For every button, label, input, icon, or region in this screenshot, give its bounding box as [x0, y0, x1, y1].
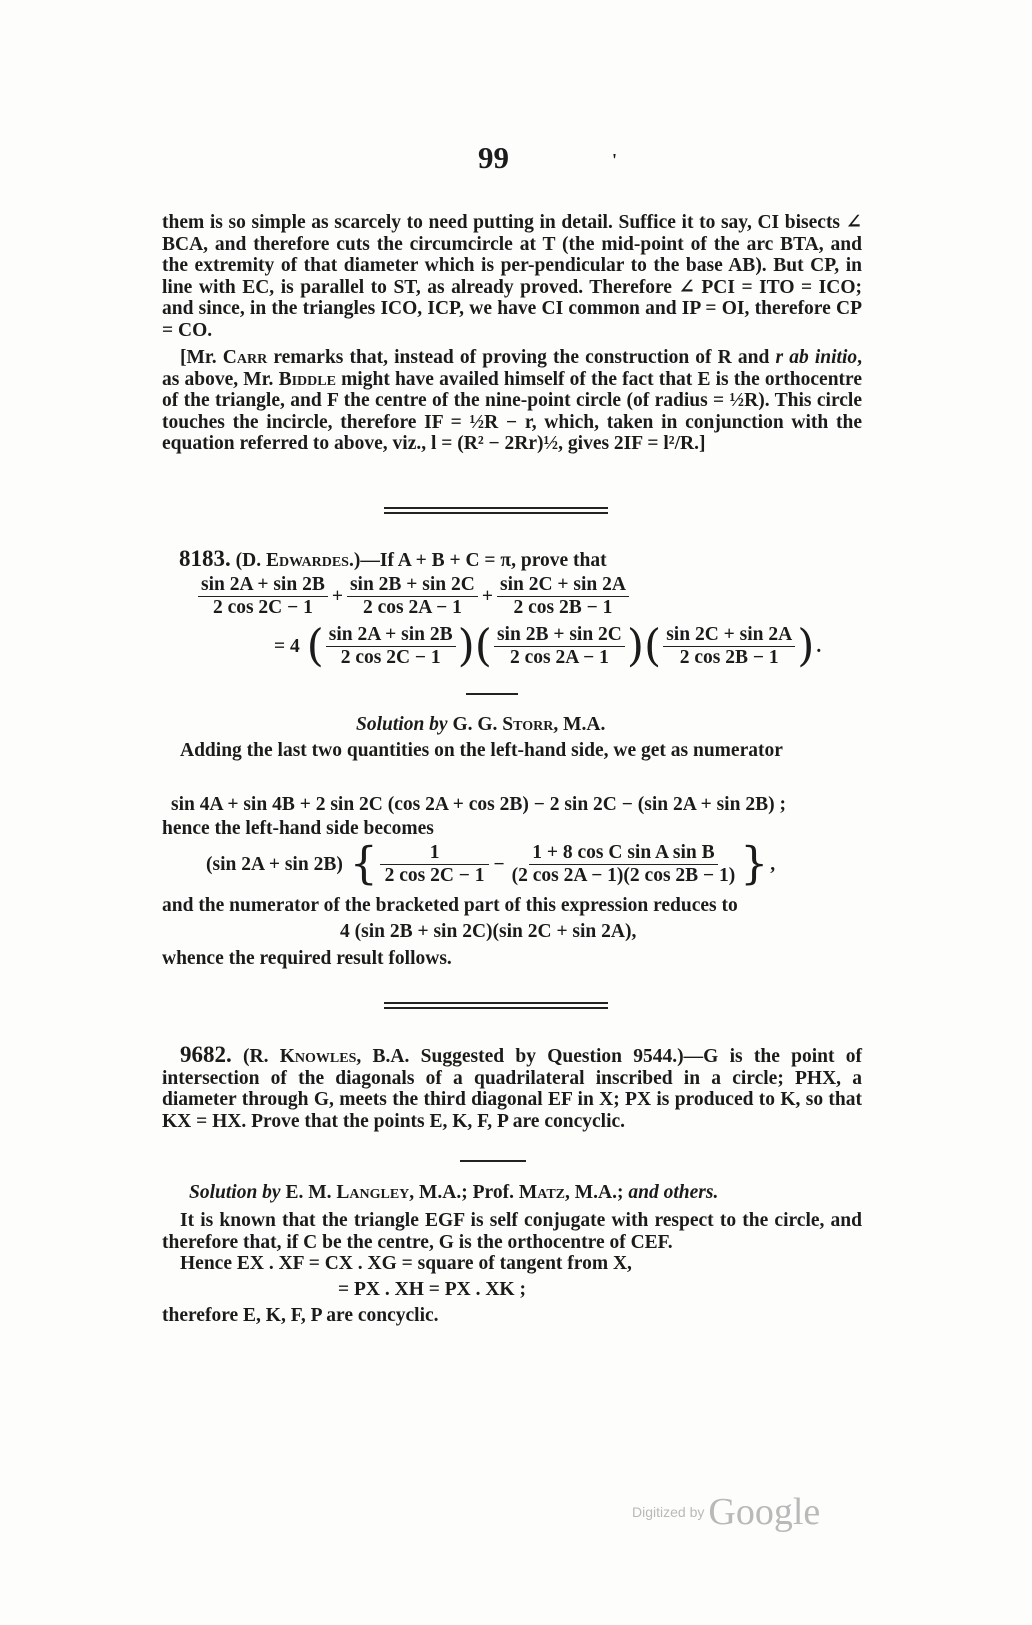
solver-matz: Matz — [518, 1182, 566, 1203]
solution-expression-2: (sin 2A + sin 2B) { $\frac{1}{2 \cos 2C - 1}$ − $\frac{\text{1 + 8 cos C sin A sin B}}{(2 \cos 2A - 1)(2 \cos 2B - 1)}$ } , — [206, 838, 776, 890]
solution-9682-line-2: = PX . XH = PX . XK ; — [338, 1279, 526, 1300]
section-divider-1 — [384, 507, 608, 509]
name-carr: Carr — [222, 347, 268, 368]
note-text-3: might have availed himself of the fact that E is the orthocentre of the triangle, and F the centre of the nine-point circle (of radius = ½R). This circle touches the incircle, therefore IF = ½R − r, which, taken in conjunction with the equation referred to above, viz., l = (R² − 2Rr)½, gives 2IF = l²/R.] — [162, 368, 862, 454]
equation-lhs: $\frac{\sin 2A + \sin 2B}{2 \cos 2C - 1}$ + $\frac{\sin 2B + \sin 2C}{2 \cos 2A - 1}$ + $\frac{\sin 2C + \sin 2A}{2 \cos 2B - 1}$ — [196, 574, 631, 619]
solution-text-3: and the numerator of the bracketed part of this expression reduces to — [162, 895, 738, 916]
bracket-fraction-2: $\frac{\text{1 + 8 cos C sin A sin B}}{(2 \cos 2A - 1)(2 \cos 2B - 1)}$ — [511, 842, 736, 886]
page-mark: ' — [612, 150, 618, 170]
continuation-block — [162, 212, 862, 455]
solution-text-1: Adding the last two quantities on the left-hand side, we get as numerator — [180, 740, 783, 761]
solution-9682-line-3: therefore E, K, F, P are concyclic. — [162, 1305, 439, 1326]
rhs-fraction-2: $\frac{\sin 2B + \sin 2C}{2 \cos 2A - 1}$ — [494, 624, 625, 669]
question-text-9682: , B.A. Suggested by Question 9544.)—G is the point of intersection of the diagonals of a quadrilateral inscribed in a circle; PHX, a diameter through G, meets the third diagonal EF in X; PX is produced to K, so that KX = HX. Prove that the points E, K, F, P are concyclic. — [162, 1046, 862, 1132]
section-divider-2 — [384, 1002, 608, 1004]
rhs-fraction-1: $\frac{\sin 2A + \sin 2B}{2 \cos 2C - 1}$ — [326, 624, 456, 669]
ab-initio: r ab initio — [775, 347, 858, 368]
author-open: (D. — [230, 550, 266, 571]
author-edwardes: Edwardes — [265, 550, 349, 571]
fraction-3: $\frac{\sin 2C + \sin 2A}{2 \cos 2B - 1}$ — [497, 574, 629, 619]
fraction-1: $\frac{\sin 2A + \sin 2B}{2 \cos 2C - 1}$ — [198, 574, 328, 619]
solution-byline-8183: Solution by G. G. Storr, M.A. — [356, 714, 606, 735]
question-number-8183: 8183. — [179, 546, 231, 571]
solution-expression-3: 4 (sin 2B + sin 2C)(sin 2C + sin 2A), — [340, 921, 637, 942]
question-9682: 9682. (R. Knowles, B.A. Suggested by Question 9544.)—G is the point of intersection of the diagonals of a quadrilateral inscribed in a circle; PHX, a diameter through G, meets the third diagonal EF in X; PX is produced to K, so that KX = HX. Prove that the points E, K, F, P are concyclic. — [162, 1042, 862, 1132]
short-rule-1 — [466, 693, 518, 695]
question-statement: .)—If A + B + C = π, prove that — [348, 550, 607, 571]
solution-9682-line-1: Hence EX . XF = CX . XG = square of tangent from X, — [180, 1253, 632, 1274]
google-logo: Google — [708, 1491, 821, 1533]
solution-text-2: hence the left-hand side becomes — [162, 818, 434, 839]
author-knowles: Knowles — [279, 1046, 357, 1067]
note-text-2: , as above, Mr. — [162, 347, 863, 390]
solver-langley: Langley — [336, 1182, 410, 1203]
fraction-2: $\frac{\sin 2B + \sin 2C}{2 \cos 2A - 1}$ — [347, 574, 478, 619]
solver-storr: Storr — [502, 714, 554, 735]
paragraph-continuation: them is so simple as scarcely to need putting in detail. Suffice it to say, CI bisects ∠ BCA, and therefore cuts the circumcircle at T (the mid-point of the arc BTA, and the extremity of that diameter which is per-pendicular to the base AB). But CP, in line with EC, is parallel to ST, as already proved. Therefore ∠ PCI = ITO = ICO; and since, in the triangles ICO, ICP, we have CI common and IP = OI, therefore CP = CO. — [162, 212, 862, 341]
question-number-9682: 9682. — [180, 1042, 232, 1067]
paragraph-editor-note — [162, 347, 862, 455]
rhs-fraction-3: $\frac{\sin 2C + \sin 2A}{2 \cos 2B - 1}$ — [663, 624, 795, 669]
solution-expression-1: sin 4A + sin 4B + 2 sin 2C (cos 2A + cos 2B) − 2 sin 2C − (sin 2A + sin 2B) ; — [171, 794, 786, 815]
note-open: [Mr. — [180, 347, 223, 368]
page-number: 99 — [478, 140, 509, 175]
equation-rhs: = 4 ( $\frac{\sin 2A + \sin 2B}{2 \cos 2C - 1}$ )( $\frac{\sin 2B + \sin 2C}{2 \cos 2A - 1}$ )( $\frac{\sin 2C + \sin 2A}{2 \cos 2B - 1}$ ) . — [274, 620, 822, 672]
solution-text-4: whence the required result follows. — [162, 948, 452, 969]
solution-9682-text: It is known that the triangle EGF is self conjugate with respect to the circle, and therefore that, if C be the centre, G is the orthocentre of CEF. — [162, 1210, 862, 1253]
short-rule-2 — [460, 1160, 526, 1162]
digitized-watermark: Digitized by Google — [632, 1491, 821, 1533]
question-8183-header — [179, 546, 607, 572]
solution-byline-9682: Solution by E. M. Langley, M.A.; Prof. Matz, M.A.; and others. — [189, 1182, 719, 1203]
note-text-1: remarks that, instead of proving the construction of R and — [267, 347, 776, 368]
name-biddle: Biddle — [278, 368, 336, 390]
bracket-fraction-1: $\frac{1}{2 \cos 2C - 1}$ — [380, 842, 490, 887]
